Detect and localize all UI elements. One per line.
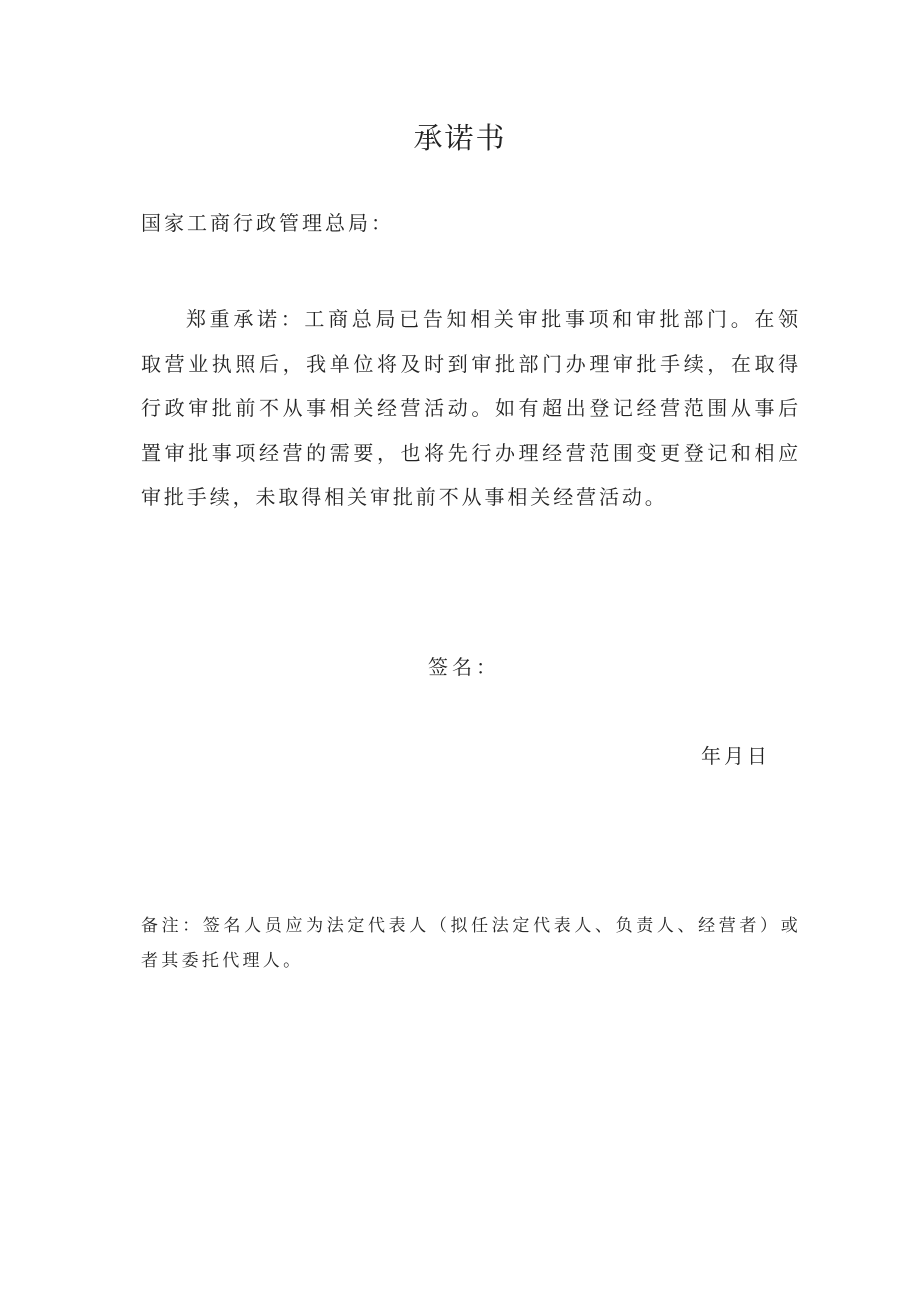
- addressee-line: 国家工商行政管理总局：: [141, 211, 394, 235]
- commitment-body: 郑重承诺：工商总局已告知相关审批事项和审批部门。在领取营业执照后，我单位将及时到审批部门办理审批手续，在取得行政审批前不从事相关经营活动。如有超出登记经营范围从事后置审批事项经营的需要，也将先行办理经营范围变更登记和相应审批手续，未取得相关审批前不从事相关经营活动。: [141, 307, 801, 509]
- date-label: 年月日: [701, 744, 770, 768]
- remark-note: 备注：签名人员应为法定代表人（拟任法定代表人、负责人、经营者）或者其委托代理人。: [141, 916, 801, 971]
- document-title: 承诺书: [413, 121, 507, 155]
- signature-label: 签名：: [428, 655, 500, 679]
